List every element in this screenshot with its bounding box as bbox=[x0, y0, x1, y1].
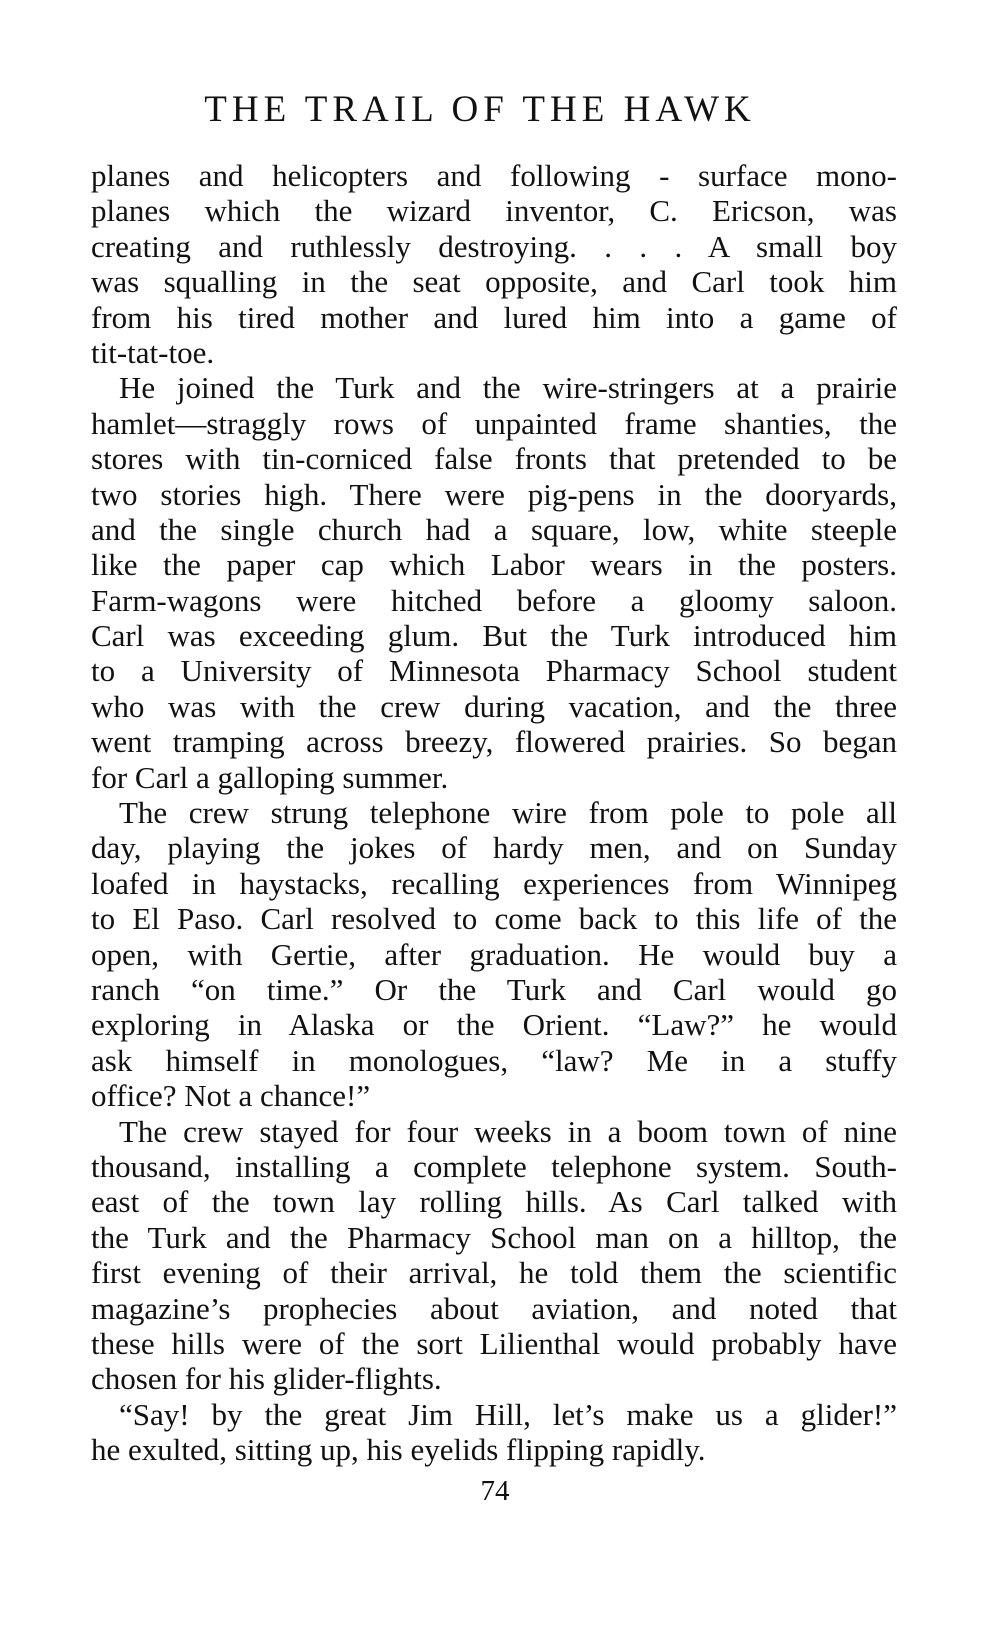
text-line: ask himself in monologues, “law? Me in a stuffy bbox=[91, 1042, 897, 1078]
text-line: two stories high. There were pig-pens in the dooryards, bbox=[91, 476, 897, 512]
text-line: hamlet—straggly rows of unpainted frame shanties, the bbox=[91, 405, 897, 441]
text-line: ranch “on time.” Or the Turk and Carl would go bbox=[91, 971, 897, 1007]
text-line: planes and helicopters and following - surface mono- bbox=[91, 158, 897, 193]
text-line: to El Paso. Carl resolved to come back to this life of the bbox=[91, 901, 897, 937]
text-line: who was with the crew during vacation, and the three bbox=[91, 688, 897, 724]
text-line: these hills were of the sort Lilienthal would probably have bbox=[91, 1325, 897, 1361]
text-line: open, with Gertie, after graduation. He would buy a bbox=[91, 936, 897, 972]
text-line: The crew stayed for four weeks in a boom town of nine bbox=[119, 1113, 897, 1149]
text-line: exploring in Alaska or the Orient. “Law?” he would bbox=[91, 1007, 897, 1043]
text-line: magazine’s prophecies about aviation, and noted that bbox=[91, 1290, 897, 1326]
text-line: chosen for his glider-flights. bbox=[91, 1361, 442, 1397]
text-line: east of the town lay rolling hills. As Carl talked with bbox=[91, 1184, 897, 1220]
text-line: the Turk and the Pharmacy School man on a hilltop, the bbox=[91, 1219, 897, 1255]
body-text bbox=[91, 158, 897, 1467]
text-line: Carl was exceeding glum. But the Turk introduced him bbox=[91, 618, 897, 654]
text-line: was squalling in the seat opposite, and Carl took him bbox=[91, 264, 897, 300]
running-head: THE TRAIL OF THE HAWK bbox=[204, 89, 756, 130]
text-line: Farm-wagons were hitched before a gloomy saloon. bbox=[91, 582, 897, 618]
text-line: day, playing the jokes of hardy men, and on Sunday bbox=[91, 830, 897, 866]
text-line: planes which the wizard inventor, C. Ericson, was bbox=[91, 193, 897, 229]
text-line: to a University of Minnesota Pharmacy School student bbox=[91, 653, 897, 689]
text-line: tit-tat-toe. bbox=[91, 334, 215, 370]
text-line: for Carl a galloping summer. bbox=[91, 759, 449, 795]
text-line: office? Not a chance!” bbox=[91, 1078, 371, 1114]
text-line: He joined the Turk and the wire-stringers at a prairie bbox=[119, 370, 897, 406]
text-line: stores with tin-corniced false fronts that pretended to be bbox=[91, 441, 897, 477]
text-line: and the single church had a square, low, white steeple bbox=[91, 511, 897, 547]
text-line: “Say! by the great Jim Hill, let’s make us a glider!” bbox=[119, 1396, 897, 1432]
text-line: like the paper cap which Labor wears in the posters. bbox=[91, 547, 897, 583]
text-line: creating and ruthlessly destroying. . . . A small boy bbox=[91, 228, 897, 264]
page-number: 74 bbox=[480, 1475, 510, 1507]
text-line: went tramping across breezy, flowered prairies. So began bbox=[91, 724, 897, 760]
text-line: loafed in haystacks, recalling experiences from Winnipeg bbox=[91, 865, 897, 901]
text-line: he exulted, sitting up, his eyelids flipping rapidly. bbox=[91, 1432, 706, 1468]
text-line: The crew strung telephone wire from pole to pole all bbox=[119, 795, 897, 831]
text-line: first evening of their arrival, he told them the scientific bbox=[91, 1255, 897, 1291]
text-line: thousand, installing a complete telephone system. South- bbox=[91, 1148, 897, 1184]
text-line: from his tired mother and lured him into a game of bbox=[91, 299, 897, 335]
